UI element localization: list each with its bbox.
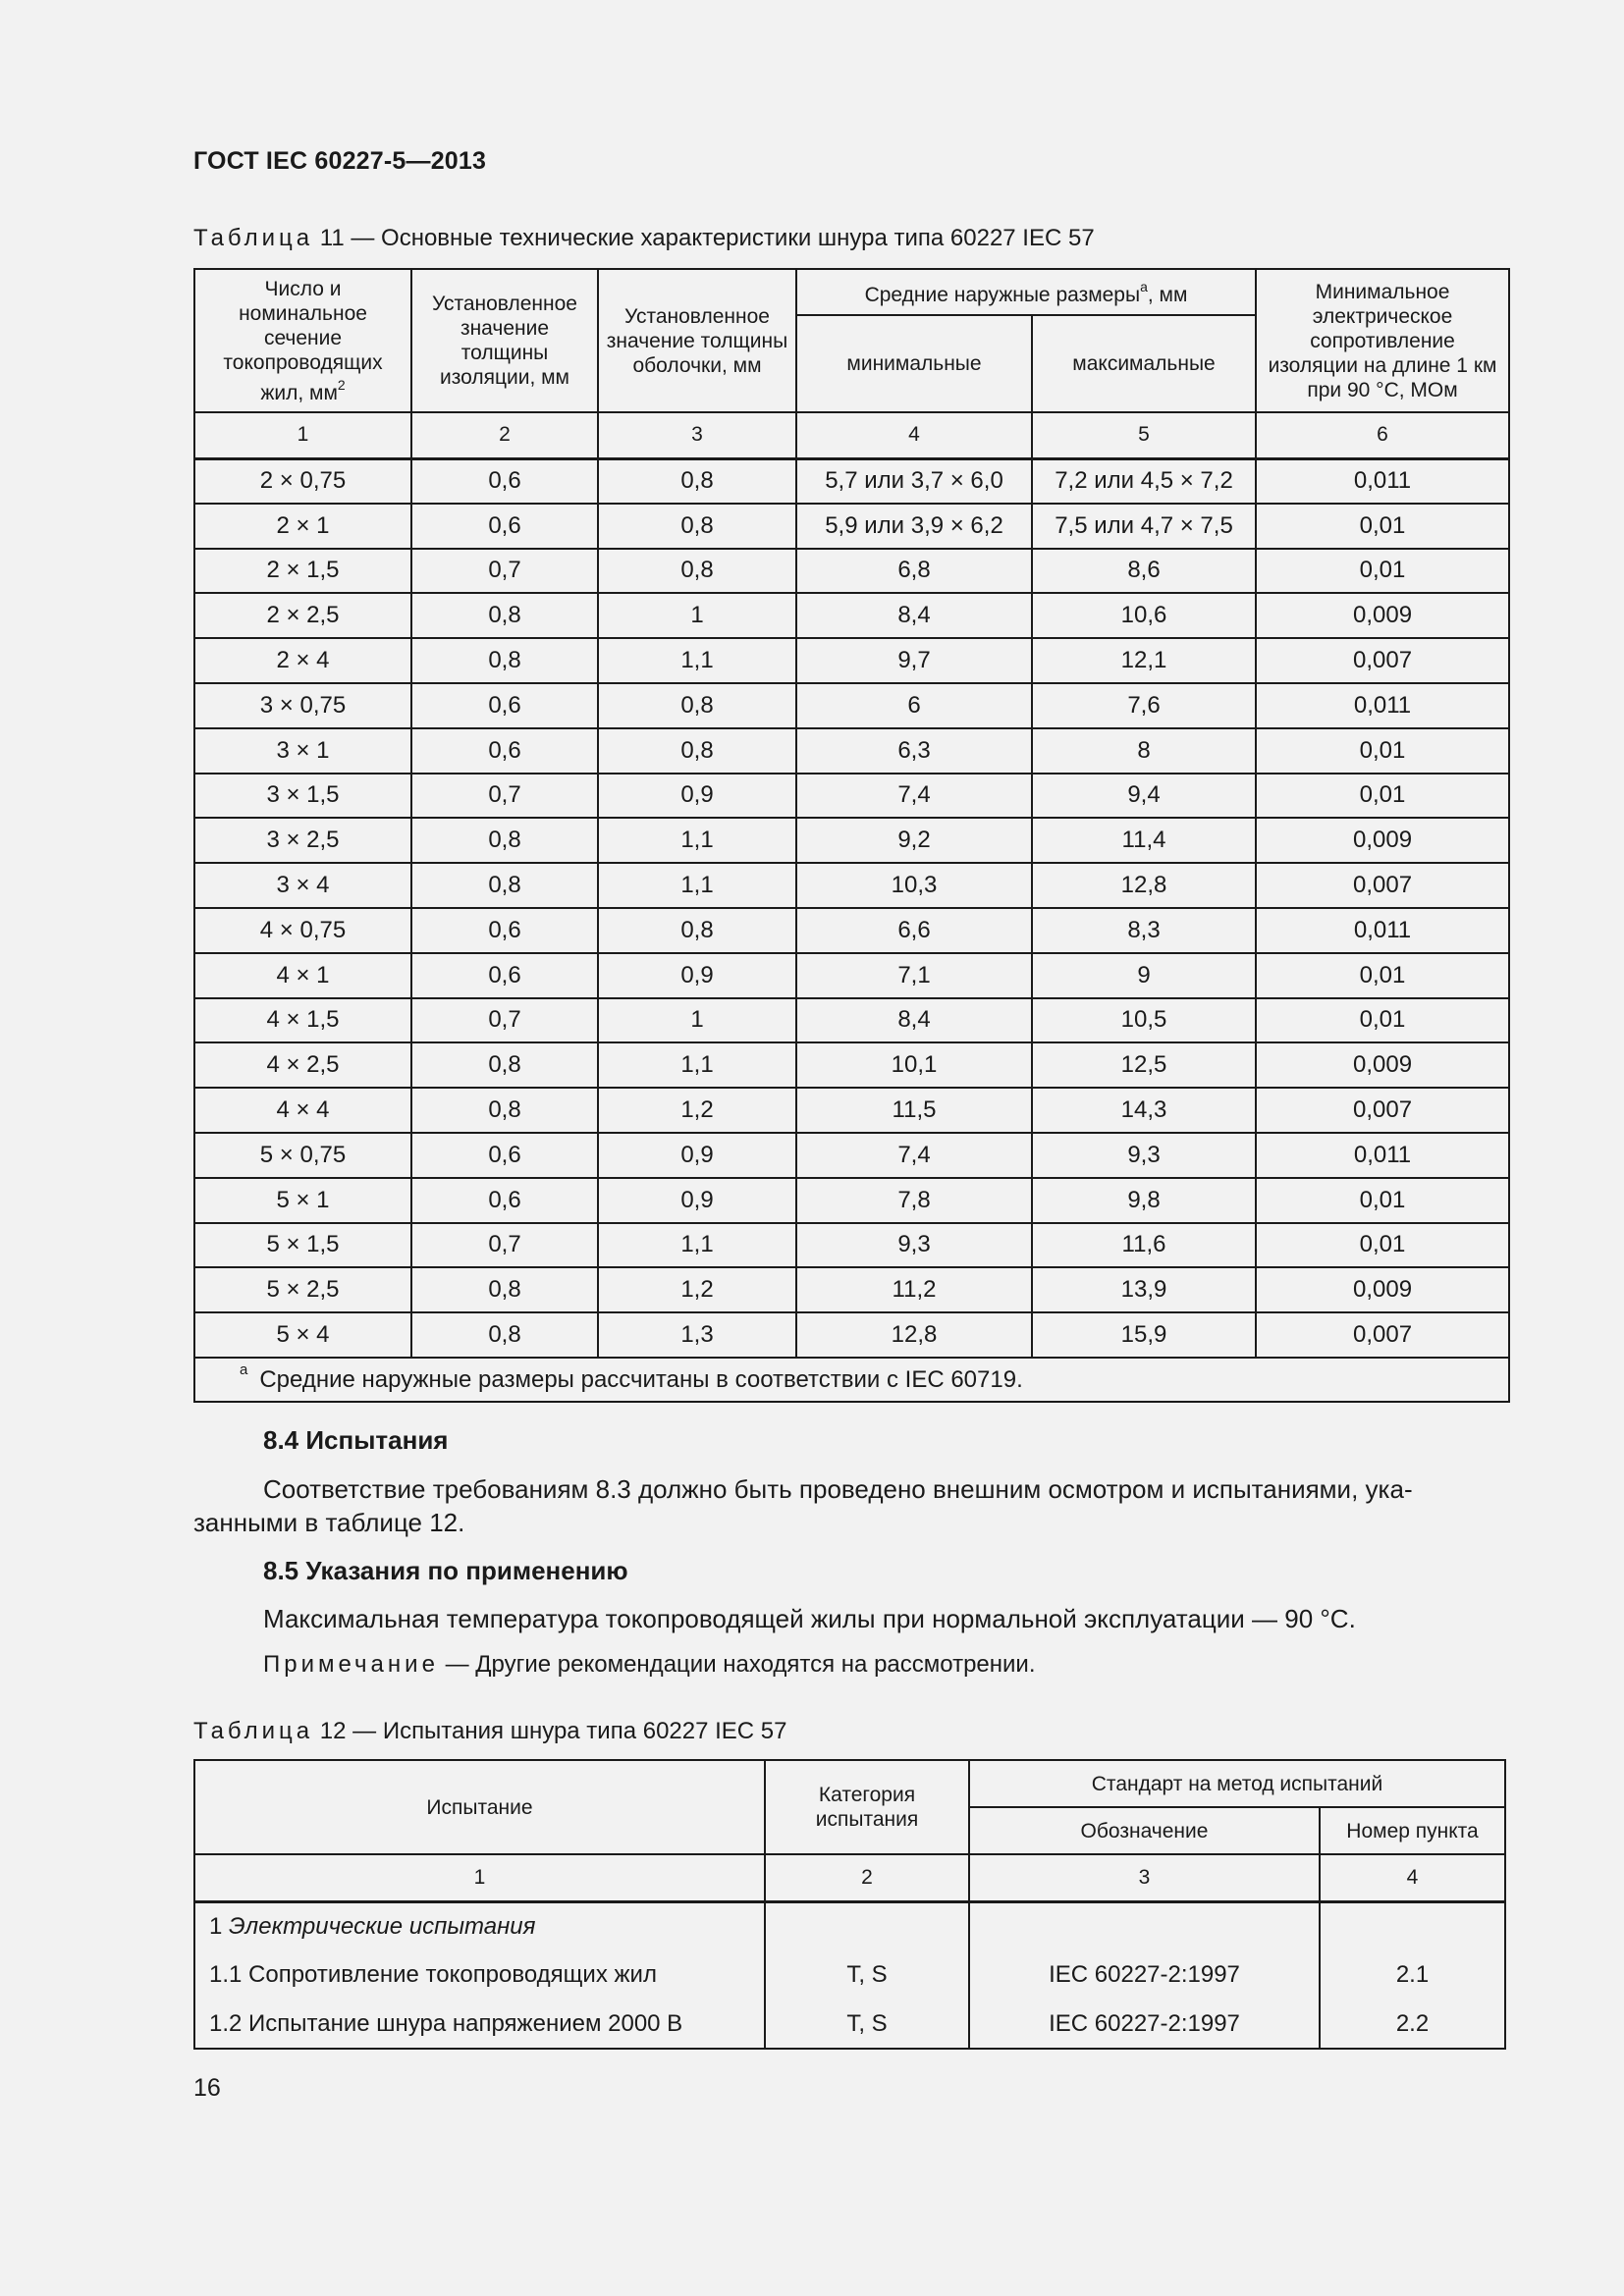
table-cell: 0,8	[598, 683, 796, 728]
table-cell: 0,8	[598, 908, 796, 953]
table-cell: 15,9	[1032, 1312, 1256, 1358]
table-cell: 0,011	[1256, 683, 1509, 728]
table-cell: 0,01	[1256, 998, 1509, 1043]
column-number: 5	[1032, 412, 1256, 458]
table-cell: 0,6	[411, 1178, 598, 1223]
section-8-5-heading: 8.5 Указания по применению	[263, 1556, 628, 1585]
table-row	[194, 1223, 1509, 1268]
table-row	[194, 458, 1509, 504]
column-number: 3	[598, 412, 796, 458]
table-cell: 3 × 2,5	[194, 818, 411, 863]
table-cell: 8,3	[1032, 908, 1256, 953]
table-cell: 4 × 1	[194, 953, 411, 998]
table-cell: 0,6	[411, 458, 598, 504]
table-cell: 4 × 1,5	[194, 998, 411, 1043]
section-8-4-heading: 8.4 Испытания	[263, 1425, 449, 1455]
table-cell: 7,6	[1032, 683, 1256, 728]
table-12-caption-text: 12 — Испытания шнура типа 60227 IEC 57	[319, 1718, 787, 1744]
table-cell: 0,6	[411, 908, 598, 953]
table-row	[194, 728, 1509, 774]
note-label: Примечание	[263, 1651, 439, 1678]
table-cell: 2 × 0,75	[194, 458, 411, 504]
table-row	[194, 863, 1509, 908]
table-cell: 5 × 0,75	[194, 1133, 411, 1178]
section-8-4-paragraph	[193, 1472, 1508, 1539]
table-cell: 8,4	[796, 998, 1032, 1043]
table-cell: 0,007	[1256, 638, 1509, 683]
table-cell: 1	[598, 593, 796, 638]
table-cell: 2.1	[1320, 1950, 1505, 2000]
table-cell: 8,6	[1032, 549, 1256, 594]
table-cell: 0,01	[1256, 774, 1509, 819]
table-cell: 11,2	[796, 1267, 1032, 1312]
table-cell: 7,4	[796, 774, 1032, 819]
table-11	[193, 268, 1510, 1403]
column-number: 4	[796, 412, 1032, 458]
table-cell: 11,4	[1032, 818, 1256, 863]
table-cell: 6,6	[796, 908, 1032, 953]
table-cell: 0,009	[1256, 818, 1509, 863]
table-12-header-category: Категория испытания	[765, 1760, 969, 1854]
table-cell: 0,01	[1256, 1178, 1509, 1223]
table-12-caption-word: Таблица	[193, 1718, 314, 1744]
table-cell: 9,3	[796, 1223, 1032, 1268]
table-11-header-sheath: Установленное значение толщины оболочки, мм	[598, 269, 796, 412]
table-11-caption	[193, 224, 1095, 253]
table-cell: 0,011	[1256, 908, 1509, 953]
table-cell: 4 × 2,5	[194, 1042, 411, 1088]
table-cell: 0,011	[1256, 1133, 1509, 1178]
table-row	[194, 549, 1509, 594]
table-cell: 0,007	[1256, 863, 1509, 908]
table-row	[194, 818, 1509, 863]
table-cell: 1.2 Испытание шнура напряжением 2000 В	[194, 2000, 765, 2049]
table-cell: 12,1	[1032, 638, 1256, 683]
table-cell: 0,6	[411, 953, 598, 998]
group-title-text: Электрические испытания	[229, 1912, 536, 1940]
table-cell: 0,8	[411, 593, 598, 638]
table-cell: 0,01	[1256, 504, 1509, 549]
table-cell: 0,6	[411, 1133, 598, 1178]
document-header: ГОСТ IEC 60227-5—2013	[193, 147, 487, 175]
table-12	[193, 1759, 1506, 2050]
table-cell: 3 × 4	[194, 863, 411, 908]
footnote-text: Средние наружные размеры рассчитаны в соответствии с IEC 60719.	[259, 1365, 1023, 1393]
table-cell: 0,009	[1256, 593, 1509, 638]
note-text: — Другие рекомендации находятся на рассмотрении.	[445, 1651, 1036, 1678]
table-cell: 0,6	[411, 728, 598, 774]
table-cell: 1	[598, 998, 796, 1043]
table-cell: 0,6	[411, 683, 598, 728]
table-cell: 1.1 Сопротивление токопроводящих жил	[194, 1950, 765, 2000]
paragraph-text: Соответствие требованиям 8.3 должно быть проведено внешним осмотром и испытаниями, ука-занными в таблице 12.	[193, 1474, 1413, 1537]
group-number: 1	[209, 1912, 223, 1940]
table-cell: 8,4	[796, 593, 1032, 638]
table-row	[194, 1042, 1509, 1088]
table-cell: 3 × 0,75	[194, 683, 411, 728]
table-12-group-row	[194, 1901, 1505, 1950]
table-cell: 13,9	[1032, 1267, 1256, 1312]
table-cell: 0,8	[411, 1042, 598, 1088]
table-cell: 0,8	[598, 504, 796, 549]
table-cell: 7,2 или 4,5 × 7,2	[1032, 458, 1256, 504]
table-cell: 9,7	[796, 638, 1032, 683]
table-cell: 0,8	[411, 1088, 598, 1133]
table-cell: 0,8	[411, 818, 598, 863]
paragraph-text: Максимальная температура токопроводящей жилы при нормальной эксплуатации — 90 °С.	[263, 1604, 1356, 1633]
table-cell: 2 × 2,5	[194, 593, 411, 638]
table-cell: 0,007	[1256, 1088, 1509, 1133]
table-cell: 0,009	[1256, 1267, 1509, 1312]
header-superscript: a	[1140, 279, 1148, 294]
table-cell: 6,8	[796, 549, 1032, 594]
table-row	[194, 2000, 1505, 2049]
column-number: 2	[765, 1854, 969, 1901]
table-cell: 6	[796, 683, 1032, 728]
table-11-header-mean-dimensions	[796, 269, 1256, 315]
table-cell: 7,1	[796, 953, 1032, 998]
table-cell: 0,7	[411, 998, 598, 1043]
table-cell: 12,8	[1032, 863, 1256, 908]
table-cell: 9,8	[1032, 1178, 1256, 1223]
table-row	[194, 774, 1509, 819]
table-12-column-numbers	[194, 1854, 1505, 1901]
table-row	[194, 1312, 1509, 1358]
table-cell: 0,01	[1256, 728, 1509, 774]
header-text: Средние наружные размеры	[864, 284, 1141, 306]
table-cell: 2.2	[1320, 2000, 1505, 2049]
column-number: 6	[1256, 412, 1509, 458]
table-cell: IEC 60227-2:1997	[969, 1950, 1320, 2000]
table-11-header-max: максимальные	[1032, 315, 1256, 412]
table-cell: 0,009	[1256, 1042, 1509, 1088]
table-cell: 0,01	[1256, 549, 1509, 594]
table-cell: 9,3	[1032, 1133, 1256, 1178]
table-row	[194, 593, 1509, 638]
table-cell: 1,3	[598, 1312, 796, 1358]
table-11-header-min: минимальные	[796, 315, 1032, 412]
table-cell: 2 × 4	[194, 638, 411, 683]
table-cell: 5,9 или 3,9 × 6,2	[796, 504, 1032, 549]
table-cell: 4 × 0,75	[194, 908, 411, 953]
note	[263, 1651, 1036, 1679]
table-row	[194, 504, 1509, 549]
table-cell: 7,8	[796, 1178, 1032, 1223]
table-11-header-cross-section	[194, 269, 411, 412]
header-unit: , мм	[1147, 284, 1188, 306]
table-cell: 0,01	[1256, 953, 1509, 998]
table-cell: 11,6	[1032, 1223, 1256, 1268]
table-11-header-insulation: Установленное значение толщины изоляции, мм	[411, 269, 598, 412]
table-cell: 0,7	[411, 549, 598, 594]
table-11-column-numbers	[194, 412, 1509, 458]
table-row	[194, 638, 1509, 683]
table-cell: 0,7	[411, 774, 598, 819]
table-row	[194, 1133, 1509, 1178]
column-number: 3	[969, 1854, 1320, 1901]
table-11-header-resistance: Минимальное электрическое сопротивление изоляции на длине 1 км при 90 °С, МОм	[1256, 269, 1509, 412]
table-cell: 8	[1032, 728, 1256, 774]
column-number: 4	[1320, 1854, 1505, 1901]
table-12-header-test: Испытание	[194, 1760, 765, 1854]
table-cell: 9,4	[1032, 774, 1256, 819]
table-cell: 6,3	[796, 728, 1032, 774]
table-12-header-clause: Номер пункта	[1320, 1807, 1505, 1854]
table-cell: 5 × 4	[194, 1312, 411, 1358]
table-cell: 0,7	[411, 1223, 598, 1268]
table-cell: 5,7 или 3,7 × 6,0	[796, 458, 1032, 504]
table-12-group-title	[194, 1901, 765, 1950]
table-cell: 12,5	[1032, 1042, 1256, 1088]
table-row	[194, 1178, 1509, 1223]
table-cell: 2 × 1	[194, 504, 411, 549]
table-cell: 2 × 1,5	[194, 549, 411, 594]
table-cell: T, S	[765, 1950, 969, 2000]
table-cell: 1,1	[598, 818, 796, 863]
table-cell: 11,5	[796, 1088, 1032, 1133]
table-cell: 1,2	[598, 1088, 796, 1133]
footnote-mark: a	[240, 1361, 248, 1378]
table-row	[194, 953, 1509, 998]
column-number: 1	[194, 1854, 765, 1901]
table-cell: 0,8	[411, 863, 598, 908]
table-12-header-designation: Обозначение	[969, 1807, 1320, 1854]
table-cell: 5 × 1,5	[194, 1223, 411, 1268]
table-11-caption-text: 11 — Основные технические характеристики шнура типа 60227 IEC 57	[319, 225, 1095, 251]
section-8-5-paragraph	[193, 1602, 1508, 1635]
table-cell: 7,4	[796, 1133, 1032, 1178]
table-cell: 0,8	[598, 728, 796, 774]
table-cell: 1,2	[598, 1267, 796, 1312]
table-12-caption	[193, 1717, 787, 1746]
table-cell: 0,9	[598, 953, 796, 998]
table-cell: 12,8	[796, 1312, 1032, 1358]
table-cell: 0,8	[411, 1267, 598, 1312]
table-cell: 5 × 2,5	[194, 1267, 411, 1312]
table-cell: 4 × 4	[194, 1088, 411, 1133]
table-cell: 3 × 1,5	[194, 774, 411, 819]
table-row	[194, 908, 1509, 953]
table-12-header-standard: Стандарт на метод испытаний	[969, 1760, 1505, 1807]
table-cell: 0,8	[598, 549, 796, 594]
table-cell: 0,9	[598, 774, 796, 819]
table-cell: 0,007	[1256, 1312, 1509, 1358]
table-cell: 1,1	[598, 1223, 796, 1268]
table-11-footnote	[194, 1358, 1509, 1402]
table-cell: 0,8	[411, 1312, 598, 1358]
table-cell: 0,8	[411, 638, 598, 683]
table-row	[194, 998, 1509, 1043]
table-cell: 9,2	[796, 818, 1032, 863]
column-number: 1	[194, 412, 411, 458]
table-cell: 9	[1032, 953, 1256, 998]
table-cell: 0,9	[598, 1133, 796, 1178]
table-row	[194, 1950, 1505, 2000]
table-cell: 0,9	[598, 1178, 796, 1223]
table-cell: IEC 60227-2:1997	[969, 2000, 1320, 2049]
column-number: 2	[411, 412, 598, 458]
table-cell: 10,3	[796, 863, 1032, 908]
header-text: Число и номинальное сечение токопроводящих жил, мм	[223, 277, 383, 404]
table-cell: 0,01	[1256, 1223, 1509, 1268]
table-row	[194, 1088, 1509, 1133]
table-cell: 3 × 1	[194, 728, 411, 774]
table-cell: 1,1	[598, 638, 796, 683]
table-cell: 0,6	[411, 504, 598, 549]
table-cell: 1,1	[598, 863, 796, 908]
table-cell: 0,8	[598, 458, 796, 504]
table-cell: 1,1	[598, 1042, 796, 1088]
table-cell: T, S	[765, 2000, 969, 2049]
table-row	[194, 1267, 1509, 1312]
table-cell: 7,5 или 4,7 × 7,5	[1032, 504, 1256, 549]
table-cell: 0,011	[1256, 458, 1509, 504]
table-11-caption-word: Таблица	[193, 225, 314, 251]
table-cell: 10,5	[1032, 998, 1256, 1043]
table-cell: 14,3	[1032, 1088, 1256, 1133]
table-cell: 10,1	[796, 1042, 1032, 1088]
table-row	[194, 683, 1509, 728]
page-number: 16	[193, 2074, 221, 2102]
table-cell: 5 × 1	[194, 1178, 411, 1223]
header-superscript: 2	[337, 376, 346, 393]
table-cell: 10,6	[1032, 593, 1256, 638]
